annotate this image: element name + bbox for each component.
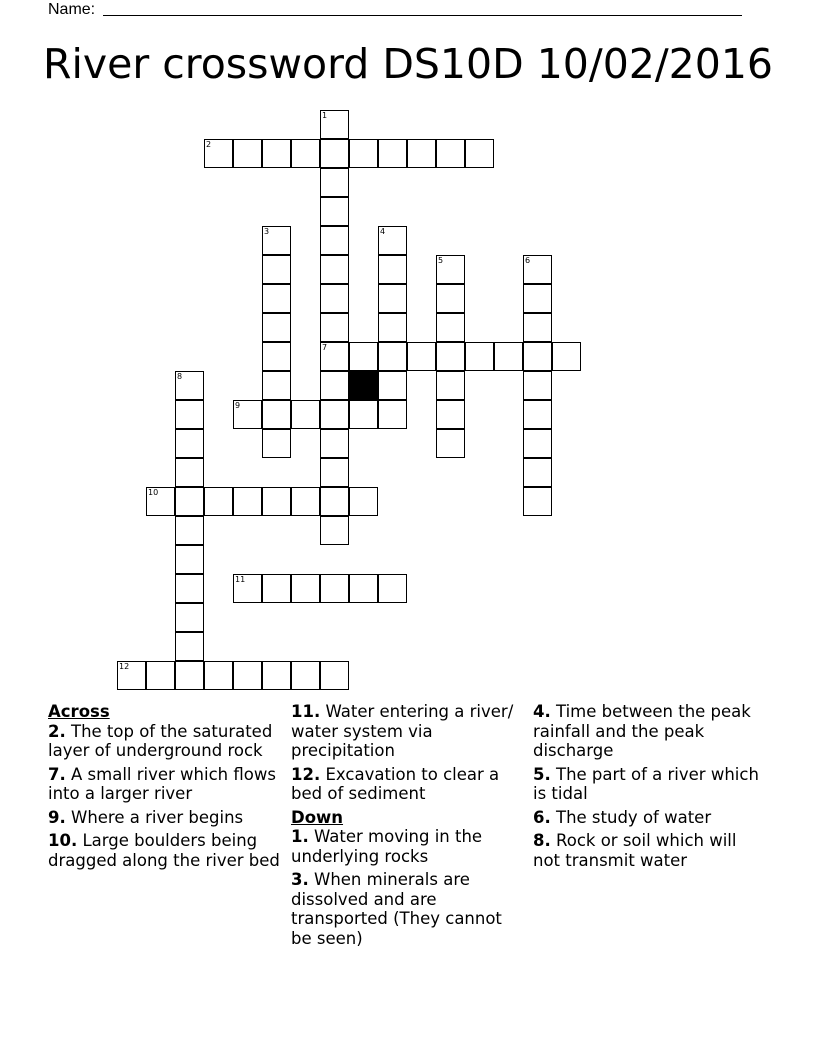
grid-cell[interactable] xyxy=(233,487,262,516)
grid-cell[interactable] xyxy=(407,342,436,371)
grid-cell[interactable] xyxy=(233,139,262,168)
clues-column-2 xyxy=(291,702,526,952)
grid-cell[interactable] xyxy=(320,371,349,400)
grid-cell[interactable] xyxy=(523,313,552,342)
grid-cell[interactable] xyxy=(523,429,552,458)
clue-number: 4. xyxy=(533,702,551,721)
grid-cell[interactable] xyxy=(291,661,320,690)
clue-number: 12. xyxy=(291,764,321,784)
clue-number: 11. xyxy=(291,702,321,721)
grid-cell[interactable] xyxy=(378,574,407,603)
clue-text: Excavation to clear a bed of sediment xyxy=(291,764,500,803)
clue-text: Large boulders being dragged along the river bed xyxy=(48,831,280,870)
grid-cell[interactable] xyxy=(175,603,204,632)
black-cell xyxy=(349,371,378,400)
grid-cell[interactable] xyxy=(175,400,204,429)
grid-cell[interactable] xyxy=(320,168,349,197)
grid-cell[interactable] xyxy=(146,661,175,690)
grid-cell[interactable] xyxy=(436,139,465,168)
clue-text: Rock or soil which will not transmit water xyxy=(533,831,737,870)
grid-cell[interactable] xyxy=(175,632,204,661)
clue-number-label: 3 xyxy=(264,227,270,236)
grid-cell[interactable] xyxy=(320,487,349,516)
clue-down-1 xyxy=(291,827,526,866)
clue-number-label: 9 xyxy=(235,401,241,410)
grid-cell[interactable] xyxy=(291,139,320,168)
clue-number-label: 7 xyxy=(322,343,328,352)
grid-cell[interactable] xyxy=(204,139,233,168)
grid-cell[interactable] xyxy=(320,516,349,545)
grid-cell[interactable] xyxy=(523,487,552,516)
page-title: River crossword DS10D 10/02/2016 xyxy=(42,40,774,88)
grid-cell[interactable] xyxy=(175,458,204,487)
grid-cell[interactable] xyxy=(175,516,204,545)
clue-down-3 xyxy=(291,870,526,948)
grid-cell[interactable] xyxy=(378,255,407,284)
grid-cell[interactable] xyxy=(320,429,349,458)
grid-cell[interactable] xyxy=(233,574,262,603)
clue-number: 7. xyxy=(48,764,66,784)
clue-number: 9. xyxy=(48,807,66,827)
clue-number-label: 10 xyxy=(148,488,159,497)
grid-cell[interactable] xyxy=(436,342,465,371)
name-label: Name: xyxy=(48,1,96,18)
grid-cell[interactable] xyxy=(204,487,233,516)
clue-text: The top of the saturated layer of underground rock xyxy=(48,721,273,760)
clue-text: The study of water xyxy=(556,807,712,827)
grid-cell[interactable] xyxy=(523,458,552,487)
grid-cell[interactable] xyxy=(262,429,291,458)
clue-number: 5. xyxy=(533,764,551,784)
grid-cell[interactable] xyxy=(262,342,291,371)
grid-cell[interactable] xyxy=(320,139,349,168)
clue-number-label: 11 xyxy=(235,575,246,584)
grid-cell[interactable] xyxy=(349,400,378,429)
grid-cell[interactable] xyxy=(262,226,291,255)
grid-cell[interactable] xyxy=(146,487,175,516)
grid-cell[interactable] xyxy=(320,342,349,371)
grid-cell[interactable] xyxy=(175,574,204,603)
grid-cell[interactable] xyxy=(523,255,552,284)
grid-cell[interactable] xyxy=(378,284,407,313)
grid-cell[interactable] xyxy=(436,429,465,458)
grid-cell[interactable] xyxy=(436,400,465,429)
grid-cell[interactable] xyxy=(262,255,291,284)
grid-cell[interactable] xyxy=(262,400,291,429)
clue-number-label: 2 xyxy=(206,140,212,149)
grid-cell[interactable] xyxy=(320,284,349,313)
grid-cell[interactable] xyxy=(349,139,378,168)
grid-cell[interactable] xyxy=(436,313,465,342)
clue-number-label: 1 xyxy=(322,111,328,120)
grid-cell[interactable] xyxy=(320,197,349,226)
grid-cell[interactable] xyxy=(349,342,378,371)
grid-cell[interactable] xyxy=(349,574,378,603)
clue-across-10 xyxy=(48,831,283,870)
grid-cell[interactable] xyxy=(233,400,262,429)
grid-cell[interactable] xyxy=(291,400,320,429)
grid-cell[interactable] xyxy=(436,371,465,400)
grid-cell[interactable] xyxy=(233,661,262,690)
grid-cell[interactable] xyxy=(320,313,349,342)
across-heading: Across xyxy=(48,702,110,721)
grid-cell[interactable] xyxy=(465,139,494,168)
grid-cell[interactable] xyxy=(436,284,465,313)
grid-cell[interactable] xyxy=(494,342,523,371)
grid-cell[interactable] xyxy=(175,487,204,516)
clue-number: 8. xyxy=(533,831,551,850)
clue-number-label: 6 xyxy=(525,256,531,265)
clue-down-4 xyxy=(533,702,768,761)
grid-cell[interactable] xyxy=(378,226,407,255)
grid-cell[interactable] xyxy=(175,661,204,690)
clues-column-3 xyxy=(533,702,768,874)
grid-cell[interactable] xyxy=(320,400,349,429)
clue-text: Water moving in the underlying rocks xyxy=(291,827,483,866)
grid-cell[interactable] xyxy=(320,661,349,690)
grid-cell[interactable] xyxy=(262,371,291,400)
clue-across-2 xyxy=(48,722,283,761)
clue-number: 2. xyxy=(48,721,66,741)
clue-across-12 xyxy=(291,765,526,804)
clue-down-5 xyxy=(533,765,768,804)
grid-cell[interactable] xyxy=(523,342,552,371)
clue-text: Water entering a river/ water system via precipitation xyxy=(291,702,514,760)
grid-cell[interactable] xyxy=(262,284,291,313)
grid-cell[interactable] xyxy=(320,226,349,255)
grid-cell[interactable] xyxy=(320,255,349,284)
grid-cell[interactable] xyxy=(349,487,378,516)
clues-column-1 xyxy=(48,702,283,874)
clue-text: A small river which flows into a larger river xyxy=(48,764,276,803)
clue-down-8 xyxy=(533,831,768,870)
clue-number: 3. xyxy=(291,870,309,889)
clue-number: 1. xyxy=(291,827,309,846)
grid-cell[interactable] xyxy=(436,255,465,284)
grid-cell[interactable] xyxy=(291,574,320,603)
clue-text: The part of a river which is tidal xyxy=(533,764,759,803)
grid-cell[interactable] xyxy=(523,371,552,400)
clue-number-label: 4 xyxy=(380,227,386,236)
clue-down-6 xyxy=(533,808,768,828)
clue-text: Where a river begins xyxy=(71,807,244,827)
clue-number: 6. xyxy=(533,807,551,827)
clue-number-label: 5 xyxy=(438,256,444,265)
grid-cell[interactable] xyxy=(291,487,320,516)
grid-cell[interactable] xyxy=(552,342,581,371)
grid-cell[interactable] xyxy=(378,342,407,371)
clue-across-7 xyxy=(48,765,283,804)
grid-cell[interactable] xyxy=(262,139,291,168)
grid-cell[interactable] xyxy=(117,661,146,690)
grid-cell[interactable] xyxy=(523,400,552,429)
grid-cell[interactable] xyxy=(465,342,494,371)
grid-cell[interactable] xyxy=(523,284,552,313)
grid-cell[interactable] xyxy=(378,313,407,342)
grid-cell[interactable] xyxy=(175,545,204,574)
clue-number-label: 8 xyxy=(177,372,183,381)
grid-cell[interactable] xyxy=(204,661,233,690)
clue-text: Time between the peak rainfall and the peak discharge xyxy=(533,702,751,760)
grid-cell[interactable] xyxy=(262,574,291,603)
grid-cell[interactable] xyxy=(320,574,349,603)
grid-cell[interactable] xyxy=(262,313,291,342)
down-heading: Down xyxy=(291,807,344,827)
grid-cell[interactable] xyxy=(320,110,349,139)
clue-number-label: 12 xyxy=(119,662,130,671)
clue-across-9 xyxy=(48,808,283,828)
grid-cell[interactable] xyxy=(262,487,291,516)
grid-cell[interactable] xyxy=(378,371,407,400)
grid-cell[interactable] xyxy=(175,429,204,458)
clue-text: When minerals are dissolved and are transported (They cannot be seen) xyxy=(291,870,502,948)
grid-cell[interactable] xyxy=(378,139,407,168)
grid-cell[interactable] xyxy=(175,371,204,400)
grid-cell[interactable] xyxy=(320,458,349,487)
clue-number: 10. xyxy=(48,831,78,850)
grid-cell[interactable] xyxy=(378,400,407,429)
grid-cell[interactable] xyxy=(407,139,436,168)
clue-across-11 xyxy=(291,702,526,761)
grid-cell[interactable] xyxy=(262,661,291,690)
